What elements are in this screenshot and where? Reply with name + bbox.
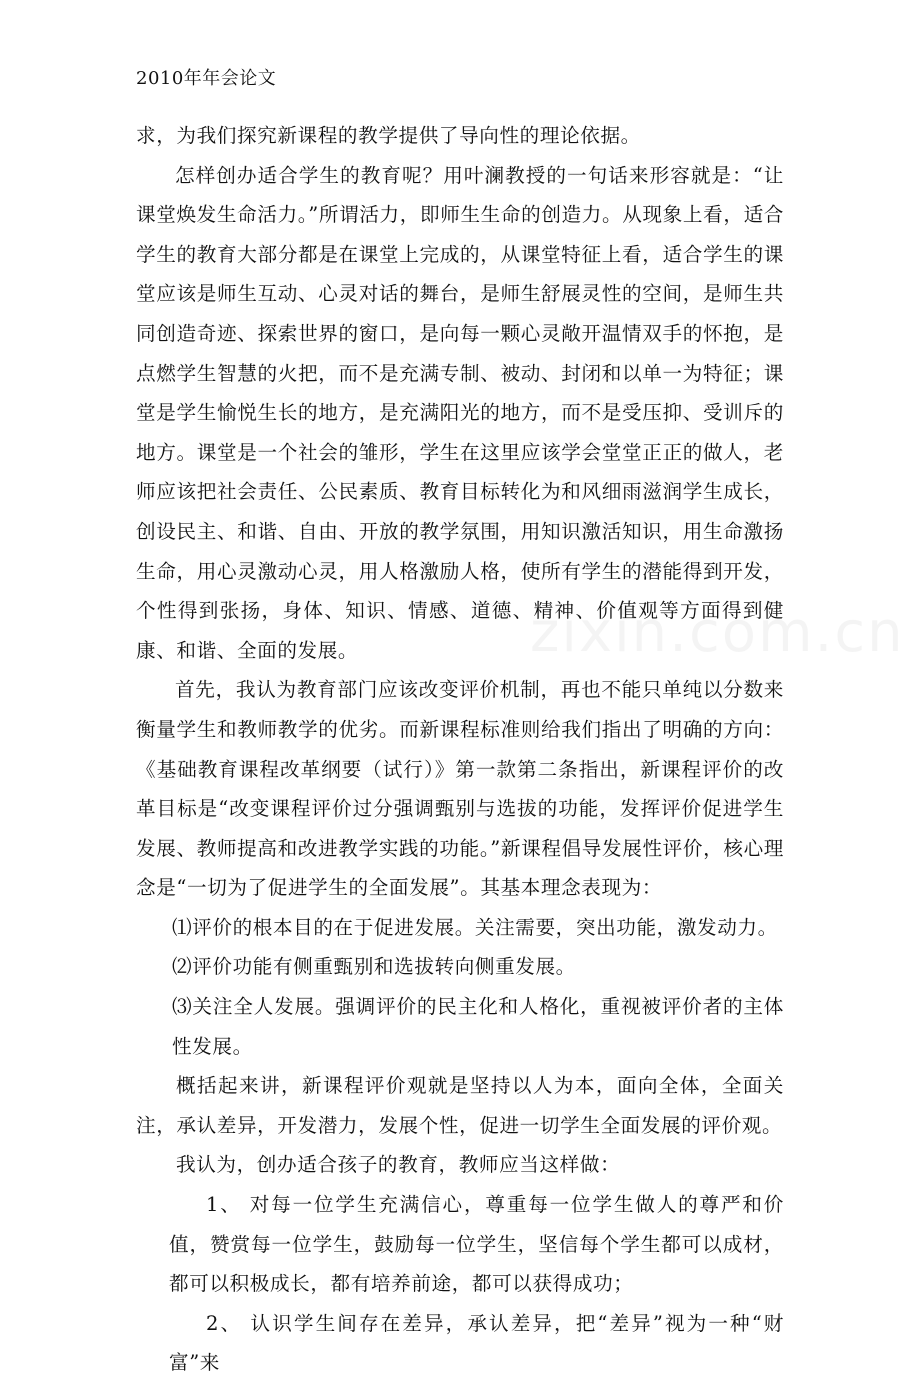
numbered-item-2: 2、 认识学生间存在差异，承认差异，把“差异”视为一种“财富”来 [169, 1311, 784, 1375]
paragraph-continuation: 求，为我们探究新课程的教学提供了导向性的理论依据。 [136, 124, 641, 147]
principle-item-1: ⑴评价的根本目的在于促进发展。关注需要，突出功能，激发动力。 [172, 915, 778, 939]
paragraph-classroom-vitality: 怎样创办适合学生的教育呢？用叶澜教授的一句话来形容就是：“让课堂焕发生命活力。”所谓活力，即师生生命的创造力。从现象上看，适合学生的教育大部分都是在课堂上完成的，从课堂特征上看，适合学生的课堂应该是师生互动、心灵对话的舞台，是师生舒展灵性的空间，是师生共同创造奇迹、探索世界的窗口，是向每一颗心灵敞开温情双手的怀抱，是点燃学生智慧的火把，而不是充满专制、被动、封闭和以单一为特征；课堂是学生愉悦生长的地方，是充满阳光的地方，而不是受压抑、受训斥的地方。课堂是一个社会的雏形，学生在这里应该学会堂堂正正的做人，老师应该把社会责任、公民素质、教育目标转化为和风细雨滋润学生成长，创设民主、和谐、自由、开放的教学氛围，用知识激活知识，用生命激扬生命，用心灵激动心灵，用人格激励人格，使所有学生的潜能得到开发，个性得到张扬，身体、知识、情感、道德、精神、价值观等方面得到健康、和谐、全面的发展。 [136, 163, 784, 662]
page-header: 2010年年会论文 [136, 68, 277, 89]
paragraph-intro: 我认为，创办适合孩子的教育，教师应当这样做： [176, 1153, 621, 1177]
principle-item-2: ⑵评价功能有侧重甄别和选拔转向侧重发展。 [172, 955, 576, 979]
paragraph-evaluation-mechanism: 首先，我认为教育部门应该改变评价机制，再也不能只单纯以分数来衡量学生和教师教学的优劣。而新课程标准则给我们指出了明确的方向：《基础教育课程改革纲要（试行）》第一款第二条指出，新课程评价的改革目标是“改变课程评价过分强调甄别与选拔的功能，发挥评价促进学生发展、教师提高和改进教学实践的功能。”新课程倡导发展性评价，核心理念是“一切为了促进学生的全面发展”。其基本理念表现为： [136, 678, 784, 900]
numbered-item-1: 1、 对每一位学生充满信心，尊重每一位学生做人的尊严和价值，赞赏每一位学生，鼓励每一位学生，坚信每个学生都可以成材，都可以积极成长，都有培养前途，都可以获得成功； [169, 1193, 784, 1296]
paragraph-summary: 概括起来讲，新课程评价观就是坚持以人为本，面向全体，全面关注，承认差异，开发潜力，发展个性，促进一切学生全面发展的评价观。 [136, 1074, 784, 1137]
principle-item-3: ⑶关注全人发展。强调评价的民主化和人格化，重视被评价者的主体性发展。 [172, 995, 784, 1058]
document-body [136, 116, 784, 1383]
